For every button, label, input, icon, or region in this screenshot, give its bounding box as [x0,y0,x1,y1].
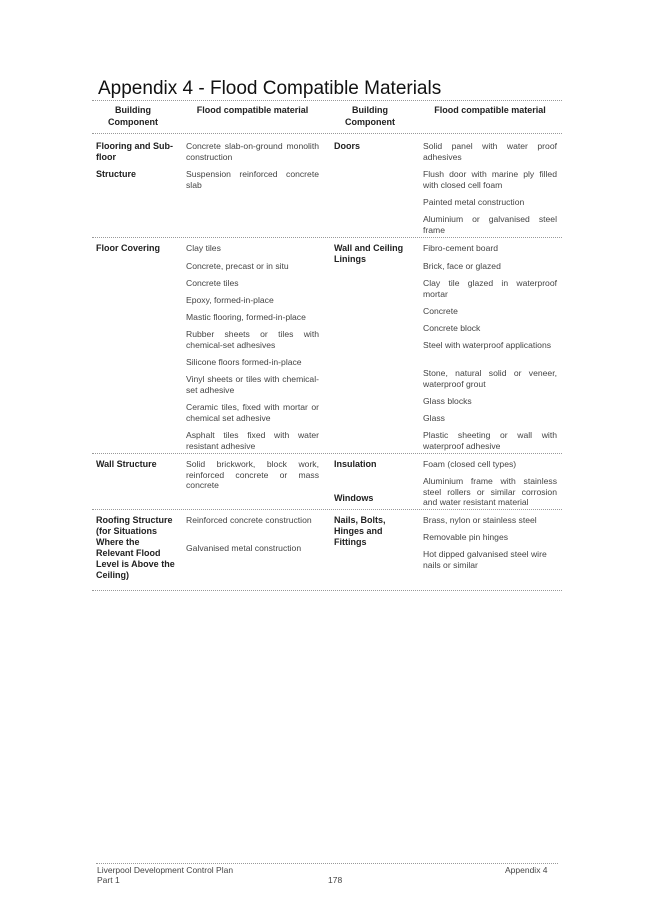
material-item: Asphalt tiles fixed with water resistant adhesive [186,430,319,451]
footer-page-number: 178 [328,875,343,885]
material-item: Brass, nylon or stainless steel [423,515,537,525]
material-item: Foam (closed cell types) [423,459,517,469]
component-insulation: Insulation [334,459,377,469]
material-item: Reinforced concrete construction [186,515,312,525]
material-item: Plastic sheeting or wall with waterproof adhesive [423,430,557,451]
material-item: Vinyl sheets or tiles with chemical-set adhesive [186,374,319,395]
row-divider [92,509,562,510]
material-item: Fibro-cement board [423,243,498,253]
material-item: Concrete block [423,323,481,333]
material-item: Painted metal construction [423,197,525,207]
row-divider [92,453,562,454]
material-item: Flush door with marine ply filled with closed cell foam [423,169,557,190]
material-item: Glass blocks [423,396,472,406]
component-roofing-structure: Roofing Structure (for Situations Where the Relevant Flood Level is Above the Ceiling) [96,515,175,580]
material-item: Clay tile glazed in waterproof mortar [423,278,557,299]
component-doors: Doors [334,141,361,151]
footer-part: Part 1 [97,875,120,885]
material-item: Concrete [423,306,458,316]
component-wall-ceiling-linings: Wall and Ceiling Linings [334,243,404,264]
material-item: Glass [423,413,445,423]
header-divider [92,133,562,134]
material-item: Clay tiles [186,243,221,253]
material-item: Solid panel with water proof adhesives [423,141,557,162]
title-divider [92,100,562,101]
component-nails-bolts-hinges: Nails, Bolts, Hinges and Fittings [334,515,386,547]
material-item: Aluminium or galvanised steel frame [423,214,557,235]
material-item: Solid brickwork, block work, reinforced concrete or mass concrete [186,459,319,490]
material-item: Concrete slab-on-ground monolith construction [186,141,319,162]
material-item: Removable pin hinges [423,532,509,542]
material-item: Concrete, precast or in situ [186,261,289,271]
component-windows: Windows [334,493,374,503]
component-wall-structure: Wall Structure [96,459,157,469]
header-building-component-1: Building Component [108,105,158,127]
component-structure: Structure [96,169,137,179]
material-item: Aluminium frame with stainless steel rollers or similar corrosion and water resistant material [423,476,557,507]
row-divider [92,237,562,238]
header-building-component-2: Building Component [345,105,395,127]
component-flooring: Flooring and Sub-floor [96,141,173,162]
material-item: Epoxy, formed-in-place [186,295,274,305]
footer-divider [96,863,558,864]
material-item: Mastic flooring, formed-in-place [186,312,306,322]
material-item: Steel with waterproof applications [423,340,552,350]
material-item: Ceramic tiles, fixed with mortar or chemical set adhesive [186,402,319,423]
material-item: Suspension reinforced concrete slab [186,169,319,190]
material-item: Stone, natural solid or veneer, waterproof grout [423,368,557,389]
component-floor-covering: Floor Covering [96,243,161,253]
footer-doc-name: Liverpool Development Control Plan [97,865,234,875]
footer-section: Appendix 4 [505,865,548,875]
material-item: Concrete tiles [186,278,239,288]
material-item: Silicone floors formed-in-place [186,357,302,367]
material-item: Rubber sheets or tiles with chemical-set adhesives [186,329,319,350]
table-bottom-divider [92,590,562,591]
material-item: Hot dipped galvanised steel wire nails or similar [423,549,547,570]
material-item: Brick, face or glazed [423,261,501,271]
material-item: Galvanised metal construction [186,543,302,553]
header-flood-material-2: Flood compatible material [434,105,546,115]
page-title: Appendix 4 - Flood Compatible Materials [98,78,442,99]
header-flood-material-1: Flood compatible material [196,105,309,115]
